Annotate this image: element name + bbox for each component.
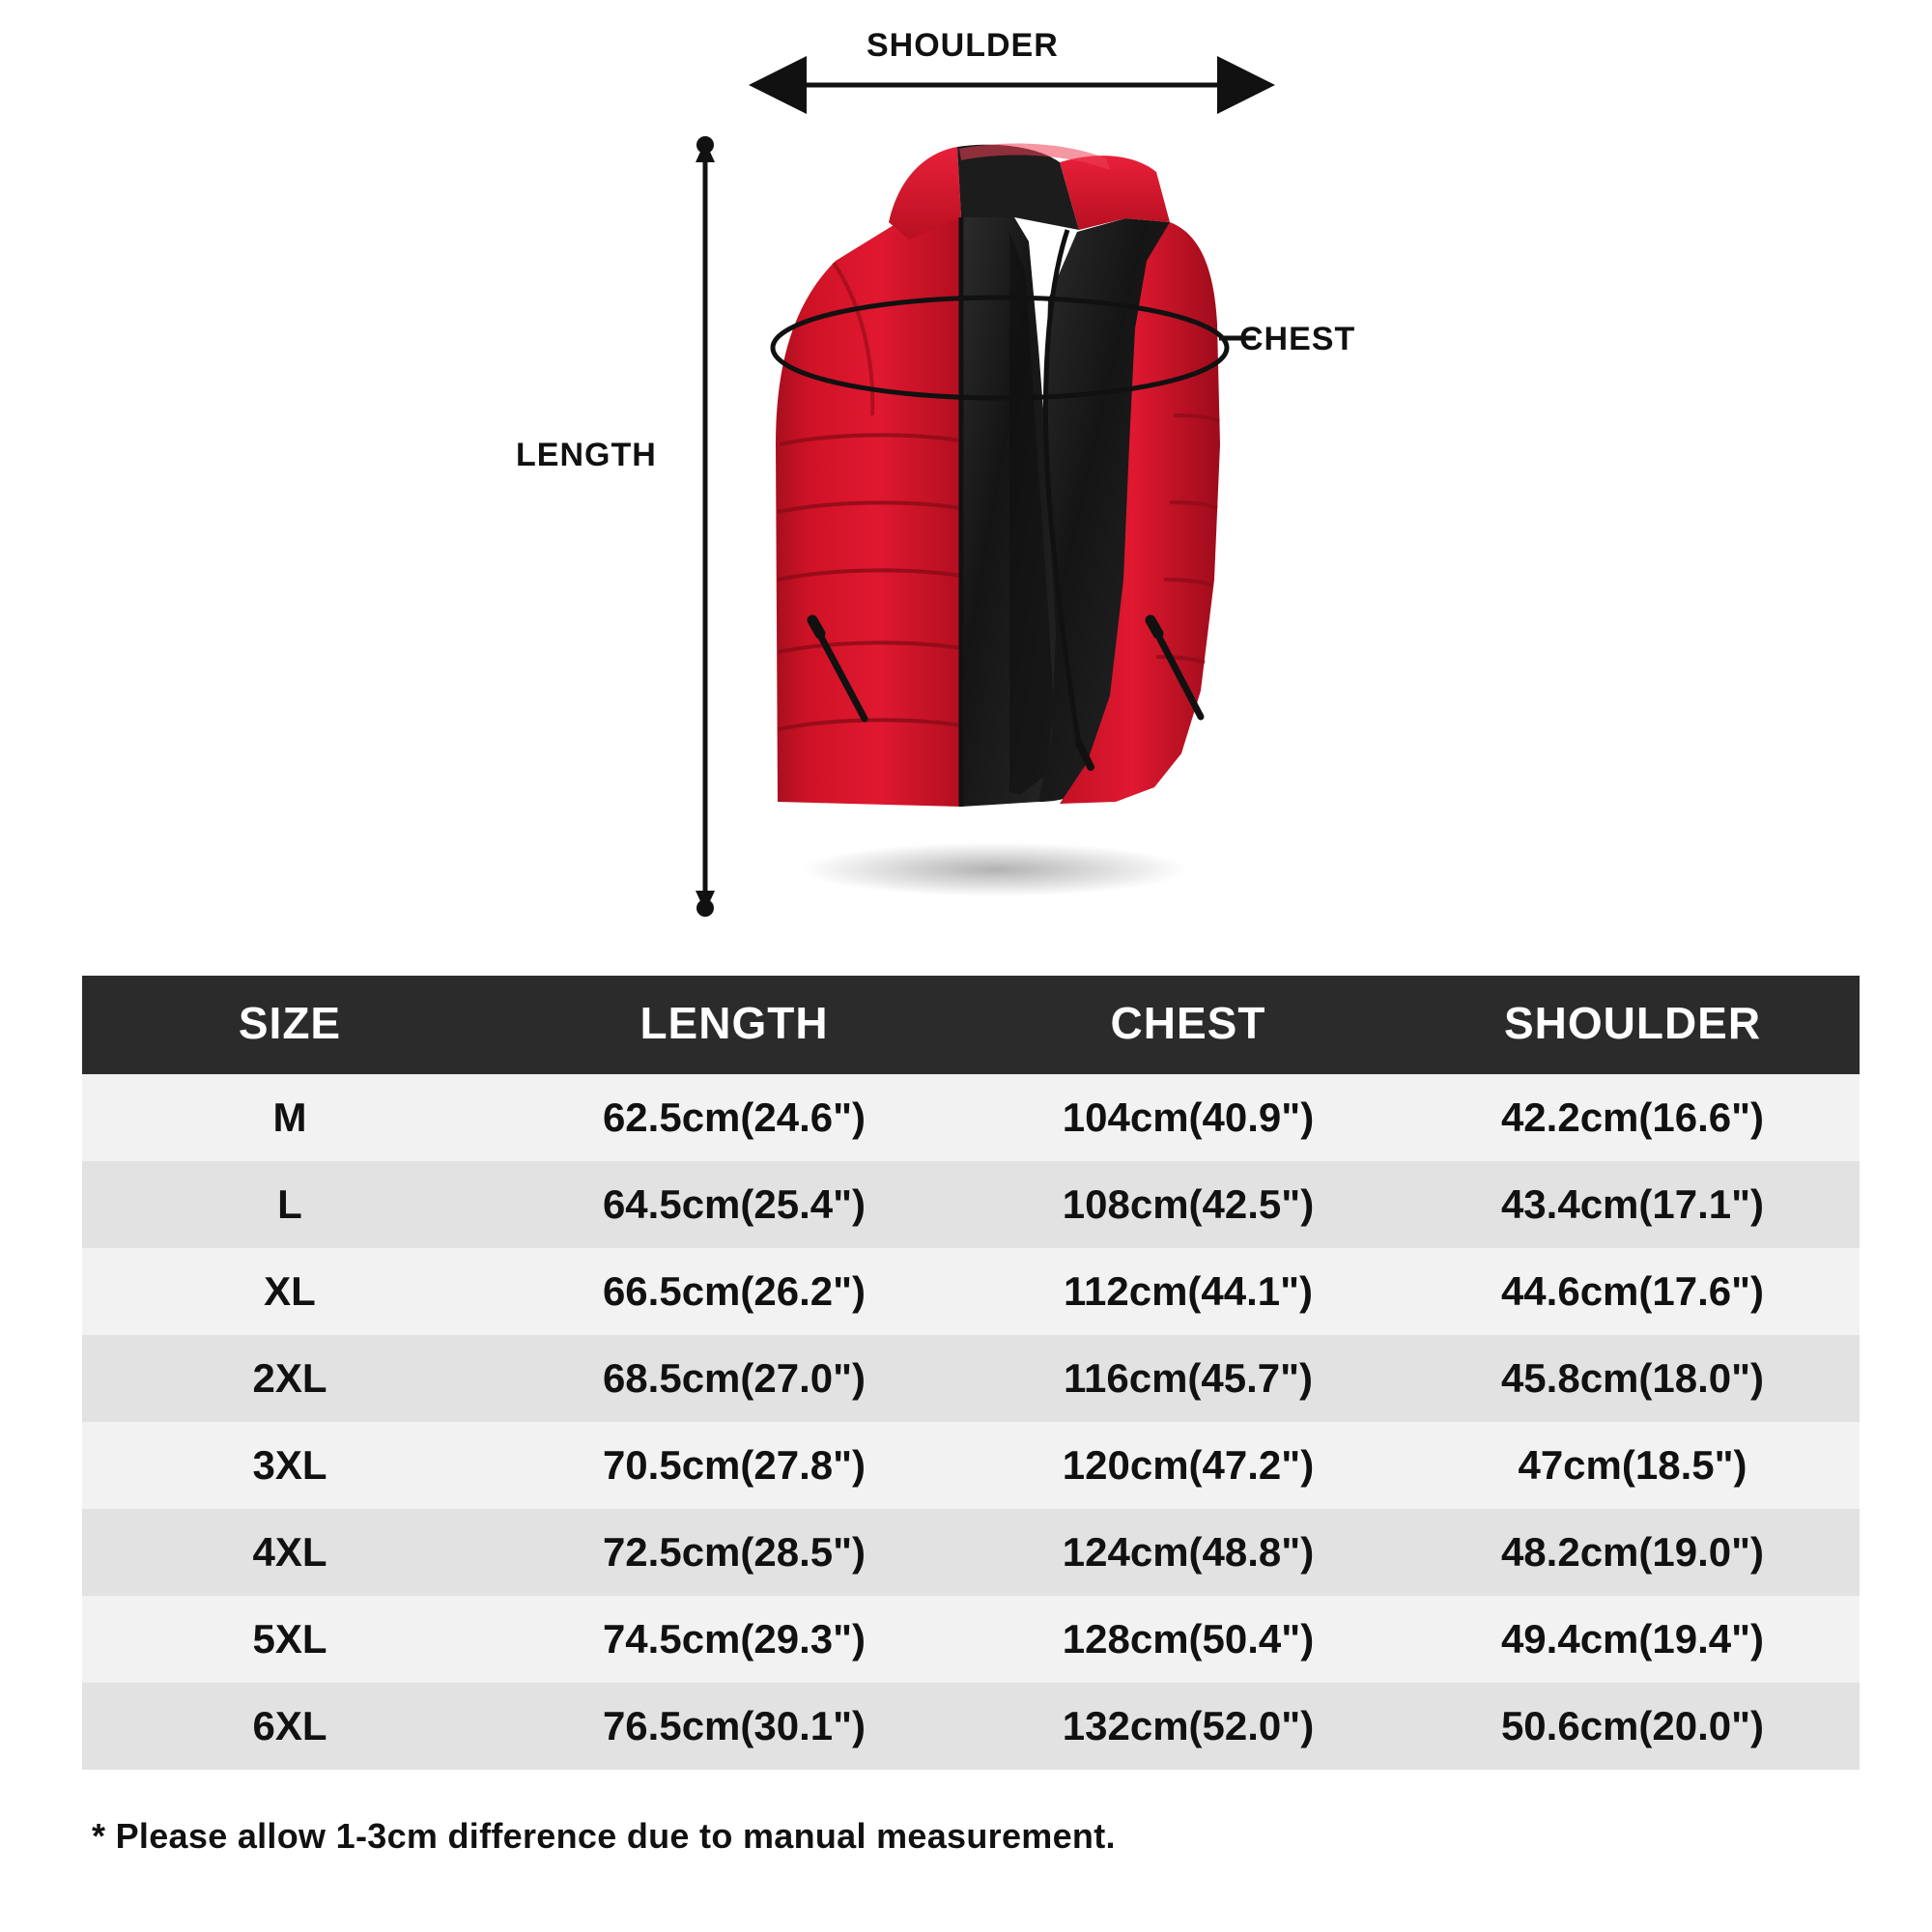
table-row: [82, 1509, 1860, 1596]
cell-shoulder: 48.2cm(19.0"): [1406, 1509, 1860, 1596]
table-row: [82, 1161, 1860, 1248]
table-row: [82, 1683, 1860, 1770]
label-shoulder: SHOULDER: [867, 27, 1059, 64]
cell-chest: 124cm(48.8"): [971, 1509, 1406, 1596]
cell-length: 62.5cm(24.6"): [497, 1074, 971, 1161]
cell-size: M: [82, 1074, 497, 1161]
label-chest: CHEST: [1239, 321, 1356, 357]
cell-shoulder: 45.8cm(18.0"): [1406, 1335, 1860, 1422]
cell-shoulder: 49.4cm(19.4"): [1406, 1596, 1860, 1683]
table-row: [82, 1074, 1860, 1161]
cell-length: 68.5cm(27.0"): [497, 1335, 971, 1422]
label-length: LENGTH: [516, 437, 657, 473]
cell-length: 72.5cm(28.5"): [497, 1509, 971, 1596]
cell-length: 64.5cm(25.4"): [497, 1161, 971, 1248]
table-row: [82, 1596, 1860, 1683]
size-table: [82, 976, 1860, 1770]
size-table-container: [82, 976, 1860, 1770]
column-header-shoulder: SHOULDER: [1406, 976, 1860, 1074]
column-header-size: SIZE: [82, 976, 497, 1074]
cell-size: L: [82, 1161, 497, 1248]
cell-size: 6XL: [82, 1683, 497, 1770]
vest-illustration: [720, 126, 1261, 898]
cell-length: 76.5cm(30.1"): [497, 1683, 971, 1770]
cell-chest: 108cm(42.5"): [971, 1161, 1406, 1248]
cell-size: 4XL: [82, 1509, 497, 1596]
cell-length: 74.5cm(29.3"): [497, 1596, 971, 1683]
cell-chest: 116cm(45.7"): [971, 1335, 1406, 1422]
cell-chest: 132cm(52.0"): [971, 1683, 1406, 1770]
measurement-footnote: * Please allow 1-3cm difference due to manual measurement.: [92, 1816, 1116, 1856]
cell-shoulder: 44.6cm(17.6"): [1406, 1248, 1860, 1335]
cell-chest: 112cm(44.1"): [971, 1248, 1406, 1335]
cell-shoulder: 42.2cm(16.6"): [1406, 1074, 1860, 1161]
cell-size: 3XL: [82, 1422, 497, 1509]
cell-size: 5XL: [82, 1596, 497, 1683]
table-header: [82, 976, 1860, 1074]
cell-chest: 120cm(47.2"): [971, 1422, 1406, 1509]
cell-shoulder: 47cm(18.5"): [1406, 1422, 1860, 1509]
table-header-row: [82, 976, 1860, 1074]
table-body: [82, 1074, 1860, 1770]
cell-length: 70.5cm(27.8"): [497, 1422, 971, 1509]
table-row: [82, 1422, 1860, 1509]
table-row: [82, 1335, 1860, 1422]
cell-size: 2XL: [82, 1335, 497, 1422]
cell-shoulder: 50.6cm(20.0"): [1406, 1683, 1860, 1770]
cell-size: XL: [82, 1248, 497, 1335]
cell-length: 66.5cm(26.2"): [497, 1248, 971, 1335]
table-row: [82, 1248, 1860, 1335]
cell-chest: 128cm(50.4"): [971, 1596, 1406, 1683]
cell-chest: 104cm(40.9"): [971, 1074, 1406, 1161]
cell-shoulder: 43.4cm(17.1"): [1406, 1161, 1860, 1248]
column-header-length: LENGTH: [497, 976, 971, 1074]
column-header-chest: CHEST: [971, 976, 1406, 1074]
